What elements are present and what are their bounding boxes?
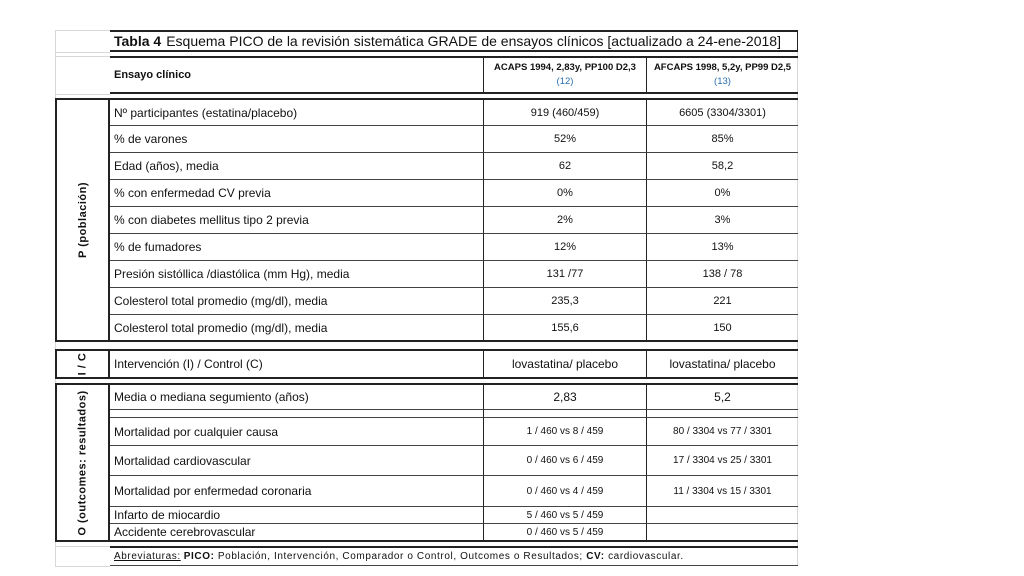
row-value-afcaps: 0% xyxy=(647,180,798,207)
row-value-afcaps: 3% xyxy=(647,207,798,234)
header-trial-label: Ensayo clínico xyxy=(110,58,484,92)
row-value-acaps: 0 / 460 vs 4 / 459 xyxy=(484,476,647,507)
section-intervention xyxy=(55,349,110,379)
section-population xyxy=(55,98,110,342)
row-label: Intervención (I) / Control (C) xyxy=(110,351,484,377)
table-row xyxy=(110,180,798,207)
row-value-acaps: lovastatina/ placebo xyxy=(484,351,647,377)
grid-line xyxy=(55,52,110,53)
row-label: % con diabetes mellitus tipo 2 previa xyxy=(110,207,484,234)
row-value-afcaps: 150 xyxy=(713,321,732,334)
row-value-afcaps: 6605 (3304/3301) xyxy=(647,100,798,126)
row-label: Colesterol total promedio (mg/dl), media xyxy=(110,315,484,340)
header-col-afcaps-name: AFCAPS 1998, 5,2y, PP99 D2,5 xyxy=(653,62,792,73)
row-value-afcaps: 5,2 xyxy=(647,385,798,410)
grid-line xyxy=(55,94,110,95)
table-row xyxy=(110,383,798,410)
section-population-label: P (población) xyxy=(76,182,89,258)
section-intervention-label: I / C xyxy=(76,352,89,376)
table-row xyxy=(110,261,798,288)
abbreviations-label: Abreviaturas: xyxy=(114,551,181,562)
table-row xyxy=(110,446,798,476)
row-value-acaps: 0% xyxy=(484,180,647,207)
row-value-acaps: 155,6 xyxy=(484,315,647,340)
row-value-acaps: 0 / 460 vs 5 / 459 xyxy=(484,524,647,540)
table-row xyxy=(110,315,798,342)
table-header xyxy=(110,56,798,94)
row-value-afcaps xyxy=(647,524,798,540)
row-value-afcaps xyxy=(647,507,798,524)
table-row xyxy=(110,234,798,261)
row-label: Mortalidad cardiovascular xyxy=(110,446,484,476)
table-row-spacer xyxy=(110,410,798,418)
row-value-acaps: 1 / 460 vs 8 / 459 xyxy=(484,418,647,446)
row-label: % con enfermedad CV previa xyxy=(110,180,484,207)
abbreviations-note xyxy=(110,546,798,566)
header-col-acaps-name: ACAPS 1994, 2,83y, PP100 D2,3 xyxy=(494,62,636,73)
table-row xyxy=(110,524,798,542)
grid-line xyxy=(55,30,110,31)
row-value-afcaps: 138 / 78 xyxy=(647,261,798,288)
grid-line xyxy=(55,56,110,57)
header-col-acaps xyxy=(484,58,647,92)
row-label: Infarto de miocardio xyxy=(110,507,484,524)
row-value-afcaps: 80 / 3304 vs 77 / 3301 xyxy=(647,418,798,446)
table-row xyxy=(110,476,798,507)
table-row xyxy=(110,98,798,126)
spacer-cell xyxy=(647,410,798,418)
row-value-afcaps: 13% xyxy=(647,234,798,261)
row-label: Mortalidad por cualquier causa xyxy=(110,418,484,446)
table-row xyxy=(110,418,798,446)
table-row xyxy=(110,288,798,315)
row-value-acaps: 131 /77 xyxy=(484,261,647,288)
header-col-acaps-ref: (12) xyxy=(556,76,574,87)
row-value-acaps: 235,3 xyxy=(484,288,647,315)
table-row xyxy=(110,507,798,524)
row-label: Presión sistóllica /diastólica (mm Hg), media xyxy=(110,261,484,288)
table-row xyxy=(110,349,798,379)
row-label: Edad (años), media xyxy=(110,153,484,180)
grid-line xyxy=(55,566,110,567)
row-value-acaps: 2% xyxy=(484,207,647,234)
row-value-afcaps: 58,2 xyxy=(647,153,798,180)
row-value-acaps: 0 / 460 vs 6 / 459 xyxy=(484,446,647,476)
row-label: Nº participantes (estatina/placebo) xyxy=(110,100,484,126)
table-title xyxy=(110,30,798,52)
spacer-cell xyxy=(110,410,484,418)
row-value-afcaps: 85% xyxy=(647,126,798,153)
row-value-acaps: 62 xyxy=(484,153,647,180)
header-col-afcaps xyxy=(647,58,798,92)
row-value-acaps: 52% xyxy=(484,126,647,153)
table-row xyxy=(110,153,798,180)
row-value-acaps: 5 / 460 vs 5 / 459 xyxy=(484,507,647,524)
table-row xyxy=(110,126,798,153)
row-label: Colesterol total promedio (mg/dl), media xyxy=(110,288,484,315)
header-col-afcaps-ref: (13) xyxy=(714,76,731,87)
row-label: Media o mediana segumiento (años) xyxy=(110,385,484,410)
row-value-afcaps: lovastatina/ placebo xyxy=(669,357,776,371)
section-outcomes xyxy=(55,383,110,542)
row-label: Mortalidad por enfermedad coronaria xyxy=(110,476,484,507)
abbr-cv-text: cardiovascular. xyxy=(608,551,684,562)
row-label: % de varones xyxy=(110,126,484,153)
row-value-acaps: 2,83 xyxy=(484,385,647,410)
row-value-afcaps: 11 / 3304 vs 15 / 3301 xyxy=(647,476,798,507)
row-label: % de fumadores xyxy=(110,234,484,261)
row-label: Accidente cerebrovascular xyxy=(110,524,484,540)
abbr-cv-key: CV: xyxy=(586,551,605,562)
table-row xyxy=(110,207,798,234)
grid-line xyxy=(55,546,110,547)
section-outcomes-label: O (outcomes: resultados) xyxy=(76,389,89,536)
table-title-label: Tabla 4 xyxy=(114,33,162,49)
abbr-pico-text: Población, Intervención, Comparador o Control, Outcomes o Resultados; xyxy=(217,551,583,562)
table-title-text: Esquema PICO de la revisión sistemática GRADE de ensayos clínicos [actualizado a 24-ene-2018] xyxy=(166,33,781,49)
row-value-acaps: 12% xyxy=(484,234,647,261)
row-value-acaps: 919 (460/459) xyxy=(484,100,647,126)
row-value-afcaps: 221 xyxy=(647,288,798,315)
abbr-pico-key: PICO: xyxy=(183,551,215,562)
row-value-afcaps: 17 / 3304 vs 25 / 3301 xyxy=(647,446,798,476)
spacer-cell xyxy=(484,410,647,418)
